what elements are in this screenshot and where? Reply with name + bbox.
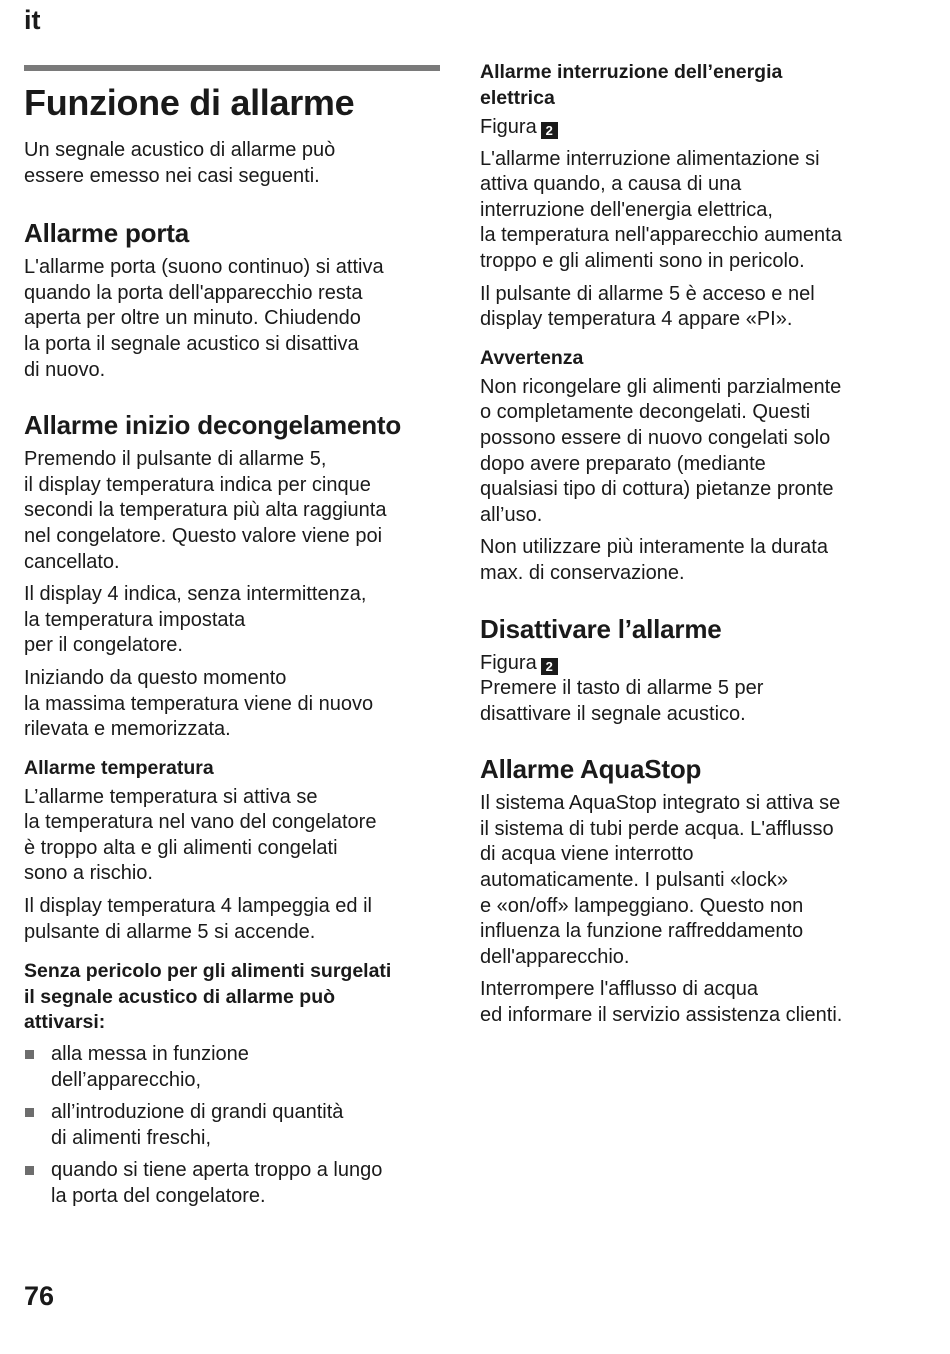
section-disattivare-allarme — [480, 613, 920, 728]
heading-allarme-temperatura: Allarme temperatura — [24, 756, 214, 779]
section-avvertenza — [480, 345, 920, 587]
lead-senza-pericolo: Senza pericolo per gli alimenti surgelati il segnale acustico di allarme può attivarsi: — [24, 960, 392, 1034]
bullet-square-icon — [25, 1050, 34, 1059]
list-item-text: all’introduzione di grandi quantità di alimenti freschi, — [51, 1101, 344, 1149]
figure-number-badge: 2 — [541, 122, 558, 139]
text-energia-2: Il pulsante di allarme 5 è acceso e nel display temperatura 4 appare «PI». — [480, 282, 815, 331]
text-aquastop-2: Interrompere l'afflusso di acqua ed informare il servizio assistenza clienti. — [480, 978, 843, 1027]
list-item-text: alla messa in funzione dell’apparecchio, — [51, 1043, 249, 1091]
intro-text: Un segnale acustico di allarme può essere emesso nei casi seguenti. — [24, 139, 336, 187]
list-item — [24, 1100, 442, 1151]
section-senza-pericolo — [24, 959, 442, 1209]
section-allarme-aquastop — [480, 753, 920, 1028]
text-temperatura-2: Il display temperatura 4 lampeggia ed il pulsante di allarme 5 si accende. — [24, 895, 372, 943]
heading-allarme-energia: Allarme interruzione dell’energia elettrica — [480, 61, 783, 109]
list-item — [24, 1158, 442, 1209]
text-avvertenza-1: Non ricongelare gli alimenti parzialmente o completamente decongelati. Questi possono essere di nuovo congelati solo dopo avere preparato (mediante qualsiasi tipo di cottura) pietanze pronte all’uso. — [480, 375, 842, 526]
section-allarme-temperatura — [24, 755, 442, 946]
section-allarme-porta — [24, 217, 442, 383]
figure-label: Figura — [480, 651, 537, 674]
page-number: 76 — [24, 1281, 55, 1311]
text-allarme-porta: L'allarme porta (suono continuo) si attiva quando la porta dell'apparecchio resta aperta per oltre un minuto. Chiudendo la porta il segnale acustico si disattiva di nuovo. — [24, 256, 384, 381]
text-aquastop-1: Il sistema AquaStop integrato si attiva se il sistema di tubi perde acqua. L'afflusso di acqua viene interrotto automaticamente. I pulsanti «lock» e «on/off» lampeggiano. Questo non influenza la funzione raffreddamento dell'apparecchio. — [480, 792, 841, 968]
text-disattivare: Premere il tasto di allarme 5 per disattivare il segnale acustico. — [480, 677, 764, 725]
bullet-square-icon — [25, 1166, 34, 1175]
right-column — [480, 59, 920, 1036]
section-allarme-decongelamento — [24, 409, 442, 743]
heading-allarme-porta: Allarme porta — [24, 218, 190, 249]
heading-disattivare-allarme: Disattivare l’allarme — [480, 613, 722, 644]
text-temperatura-1: L’allarme temperatura si attiva se la temperatura nel vano del congelatore è troppo alta e gli alimenti congelati sono a rischio. — [24, 785, 377, 885]
header-rule — [24, 65, 440, 71]
text-energia-1: L'allarme interruzione alimentazione si attiva quando, a causa di una interruzione dell'energia elettrica, la temperatura nell'apparecchio aumenta troppo e gli alimenti sono in pericolo. — [480, 147, 842, 272]
text-avvertenza-2: Non utilizzare più interamente la durata max. di conservazione. — [480, 536, 828, 584]
section-allarme-energia — [480, 59, 920, 333]
heading-allarme-aquastop: Allarme AquaStop — [480, 754, 702, 785]
heading-allarme-decongelamento: Allarme inizio decongelamento — [24, 410, 402, 441]
text-decongelamento-2: Il display 4 indica, senza intermittenza, la temperatura impostata per il congelatore. — [24, 583, 367, 657]
bullet-square-icon — [25, 1108, 34, 1117]
page-title: Funzione di allarme — [24, 82, 355, 123]
language-code: it — [24, 5, 41, 35]
text-decongelamento-1: Premendo il pulsante di allarme 5, il display temperatura indica per cinque secondi la temperatura più alta raggiunta nel congelatore. Questo valore viene poi cancellato. — [24, 448, 387, 573]
bullet-list — [24, 1042, 442, 1210]
text-decongelamento-3: Iniziando da questo momento la massima temperatura viene di nuovo rilevata e memorizzata. — [24, 666, 374, 741]
figure-reference — [480, 115, 920, 141]
list-item — [24, 1042, 442, 1093]
heading-avvertenza: Avvertenza — [480, 346, 584, 369]
figure-number-badge: 2 — [541, 658, 558, 675]
figure-label: Figura — [480, 116, 537, 138]
left-column — [24, 82, 442, 1217]
list-item-text: quando si tiene aperta troppo a lungo la porta del congelatore. — [51, 1159, 383, 1207]
figure-reference — [480, 651, 920, 677]
